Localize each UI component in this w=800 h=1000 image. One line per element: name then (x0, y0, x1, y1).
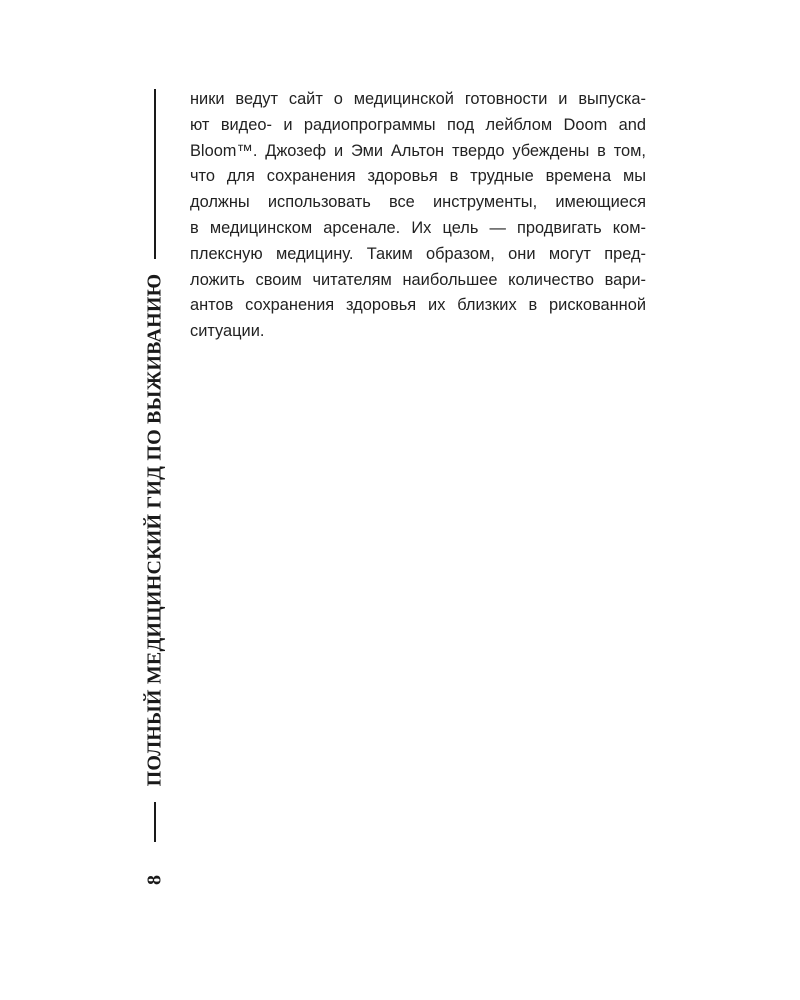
header-rule-top (154, 89, 156, 259)
text-line: что для сохранения здоровья в трудные времена мы (190, 167, 646, 186)
text-line: ники ведут сайт о медицинской готовности и выпуска- (190, 90, 646, 108)
text-line: антов сохранения здоровья их близких в рискованной (190, 296, 646, 315)
text-line: ситуации. (190, 322, 265, 341)
text-line: Bloom™. Джозеф и Эми Альтон твердо убеждены в том, (190, 141, 646, 160)
text-line: должны использовать все инструменты, имеющиеся (190, 193, 646, 212)
text-line: плексную медицину. Таким образом, они могут пред- (190, 244, 646, 263)
body-text (190, 87, 646, 345)
page-number: 8 (143, 875, 166, 885)
text-line: в медицинском арсенале. Их цель — продвигать ком- (190, 218, 646, 237)
text-line: ложить своим читателям наибольшее количество вари- (190, 270, 646, 289)
text-line: ют видео- и радиопрограммы под лейблом Doom and (190, 115, 646, 134)
header-rule-bottom (154, 802, 156, 842)
running-title: ПОЛНЫЙ МЕДИЦИНСКИЙ ГИД ПО ВЫЖИВАНИЮ (143, 273, 166, 787)
running-header (140, 85, 170, 895)
